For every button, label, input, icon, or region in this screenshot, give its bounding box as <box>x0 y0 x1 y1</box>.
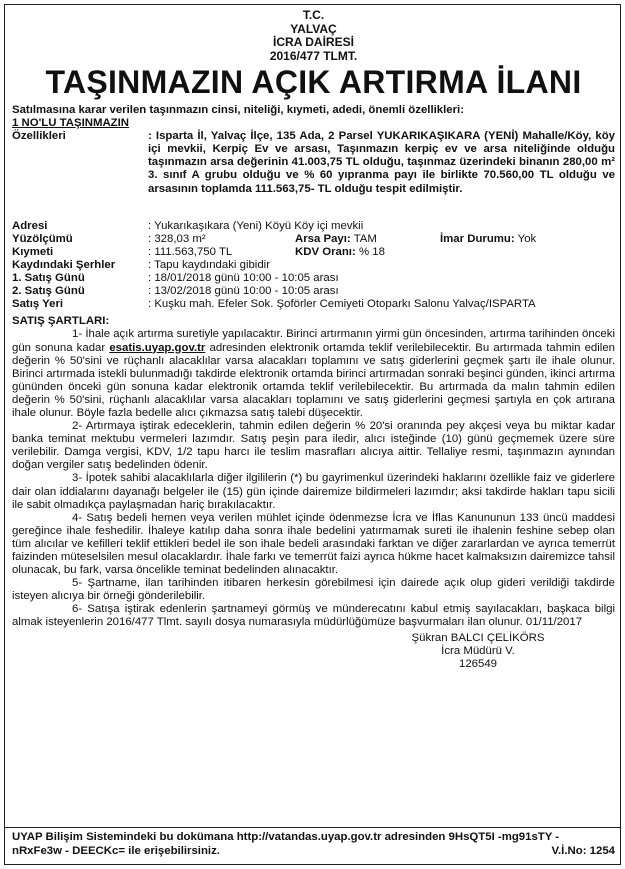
header-file-no: 2016/477 TLMT. <box>269 48 358 63</box>
sale2-row <box>12 285 615 298</box>
sale2-value: : 13/02/2018 günü 10:00 - 10:05 arası <box>148 285 339 298</box>
annotations-value: : Tapu kaydındaki gibidir <box>148 258 270 271</box>
condition-4: 4- Satış bedeli hemen veya verilen mühlet içinde ödenmezse İcra ve İflas Kanununun 133 üncü maddesi gereğince ihale feshedilir. İhaleye katılıp daha sonra ihale bedelini yatırmamak sureti ile ihalenin feshine sebep olan tüm alıcılar ve kefilleri teklif ettikleri bedel ile son ihale bedeli arasındaki farktan ve diğer zararlardan ve ayrıca temerrüt faizinden müteselsilen mesul olacaklardır. İhale farkı ve temerrüt faizi ayrıca hükme hacet kalmaksızın dairemizce tahsil olunacak, bu fark, varsa öncelikle teminat bedelinden alınacaktır. <box>12 511 615 577</box>
vat-value: % 18 <box>358 245 385 258</box>
area-value: : 328,03 m² <box>148 232 206 245</box>
vat-label: KDV Oranı: <box>295 245 356 258</box>
sale1-value: : 18/01/2018 günü 10:00 - 10:05 arası <box>148 272 339 285</box>
value-label: Kıymeti <box>12 245 54 258</box>
signature-title: İcra Müdürü V. <box>441 644 515 657</box>
annotations-label: Kaydındaki Şerhler <box>12 258 116 271</box>
footer-vi-no: V.İ.No: 1254 <box>551 844 615 857</box>
notice-frame <box>4 4 621 865</box>
address-label: Adresi <box>12 219 48 232</box>
page-title: TAŞINMAZIN AÇIK ARTIRMA İLANI <box>45 64 582 100</box>
header-block <box>12 9 615 63</box>
conditions-title: SATIŞ ŞARTLARI: <box>12 315 110 328</box>
header-city: YALVAÇ <box>290 21 337 36</box>
header-tc: T.C. <box>302 8 325 22</box>
condition-3: 3- İpotek sahibi alacaklılarla diğer ilgililerin (*) bu gayrimenkul üzerindeki haklarını özellikle faiz ve giderlere dair olan iddialarını dayanağı belgeler ile (15) gün içinde dairemize bildirmeleri lazımdır; aksi takdirde hakları tapu sicili ile sabit olmadıkça paylaşmadan hariç bırakılacaktır. <box>12 472 615 511</box>
zoning-label: İmar Durumu: <box>440 232 515 245</box>
signature-name: Şükran BALCI ÇELİKÖRS <box>411 631 545 644</box>
footer-line-2: nRxFe3w - DEECKc= ile erişebilirsiniz. <box>12 844 220 857</box>
footer <box>12 831 615 858</box>
annotations-row <box>12 259 615 272</box>
location-label: Satış Yeri <box>12 298 64 311</box>
esatis-link[interactable]: esatis.uyap.gov.tr <box>109 341 206 354</box>
condition-5: 5- Şartname, ilan tarihinden itibaren herkesin görebilmesi için dairede açık olup gideri verildiği takdirde isteyen alıcıya bir örneği gönderilebilir. <box>12 577 615 603</box>
address-row <box>12 220 615 233</box>
condition-1-part-b: adresinden elektronik ortamda teklif verilebilecektir. Bu artırmada tahmin edilen değerin % 50'sini ve rüçhanlı alacaklılar varsa alacakları toplamını ve satış giderlerini geçmek şartı ile ihale olunur. Birinci artırmada istekli bulunmadığı takdirde elektronik ortamda birinci artırmadan sonraki beşinci günden, ikinci artırma gününden önceki gün sonuna kadar elektronik ortamda teklif verilebilecektir. Bu artırmada da malın tahmin edilen değerin % 50'sini, rüçhanlı alacaklılar varsa alacakları toplamını ve satış giderlerini geçmesi şartıyla en çok artırana ihale olunur. Böyle fazla bedelle alıcı çıkmazsa satış talebi düşecektir. <box>12 341 615 419</box>
signature-block <box>12 632 615 671</box>
area-label: Yüzölçümü <box>12 232 73 245</box>
features-label: Özellikleri <box>12 130 66 143</box>
notice-body <box>12 9 615 671</box>
condition-1 <box>12 328 615 420</box>
signature-number: 126549 <box>458 657 497 670</box>
value-value: : 111.563,750 TL <box>148 245 233 258</box>
condition-1-part-a: 1- İhale açık artırma suretiyle yapılacaktır. Birinci artırmanın yirmi gün öncesinden, artırma tarihinden önceki gün sonuna kadar <box>12 328 615 354</box>
share-value: TAM <box>353 232 377 245</box>
zoning-value: Yok <box>517 232 537 245</box>
address-value: : Yukarıkaşıkara (Yeni) Köyü Köy içi mevkii <box>148 219 364 232</box>
property-subtitle: 1 NO'LU TAŞINMAZIN <box>12 117 130 130</box>
sale2-label: 2. Satış Günü <box>12 285 85 298</box>
condition-6: 6- Satışa iştirak edenlerin şartnameyi görmüş ve münderecatını kabul etmiş sayılacakları, başkaca bilgi almak isteyenlerin 2016/477 Tlmt. sayılı dosya numarasıyla müdürlüğümüze başvurmaları ilan olunur. 01/11/2017 <box>12 603 615 629</box>
footer-line-1: UYAP Bilişim Sistemindeki bu dokümana http://vatandas.uyap.gov.tr adresinden 9HsQT5I -mg91sTY - <box>12 831 560 843</box>
footer-divider <box>5 827 620 828</box>
features-text: : Isparta İl, Yalvaç İlçe, 135 Ada, 2 Parsel YUKARIKAŞIKARA (YENİ) Mahalle/Köy, köy içi mevkii, Kerpiç Ev ve arsası, Taşınmazın kerpiç ev ve arsa niteliğinde olduğu taşınmazın arsa değerinin 41.003,75 TL olduğu, taşınmaz üzerindeki binanın 280,00 m² 3. sınıf A grubu olduğu ve % 60 yıpranma payı ile birlikte 70.560,00 TL olduğu ve arsasının toplamda 111.563,75- TL olduğu tespit edilmiştir. <box>148 130 615 195</box>
header-office: İCRA DAİRESİ <box>273 35 354 49</box>
share-label: Arsa Payı: <box>295 232 351 245</box>
area-row <box>12 233 615 246</box>
location-value: : Kuşku mah. Efeler Sok. Şoförler Cemiyeti Otoparkı Salonu Yalvaç/ISPARTA <box>148 298 536 311</box>
sale1-row <box>12 272 615 285</box>
value-row <box>12 246 615 259</box>
sale1-label: 1. Satış Günü <box>12 272 85 285</box>
features-row <box>12 130 615 195</box>
location-row <box>12 298 615 311</box>
intro-text: Satılmasına karar verilen taşınmazın cinsi, niteliği, kıymeti, adedi, önemli özellikleri: <box>12 104 464 116</box>
condition-2: 2- Artırmaya iştirak edeceklerin, tahmin edilen değerin % 20'si oranında pey akçesi veya bu miktar kadar banka teminat mektubu vermeleri lazımdır. Satış peşin para iledir, alıcı isteğinde (10) günü geçmemek üzere süre verilebilir. Damga vergisi, KDV, 1/2 tapu harcı ile teslim masrafları alıcıya aittir. Tellaliye resmi, taşınmazın aynından doğan vergiler satış bedelinden ödenir. <box>12 420 615 472</box>
